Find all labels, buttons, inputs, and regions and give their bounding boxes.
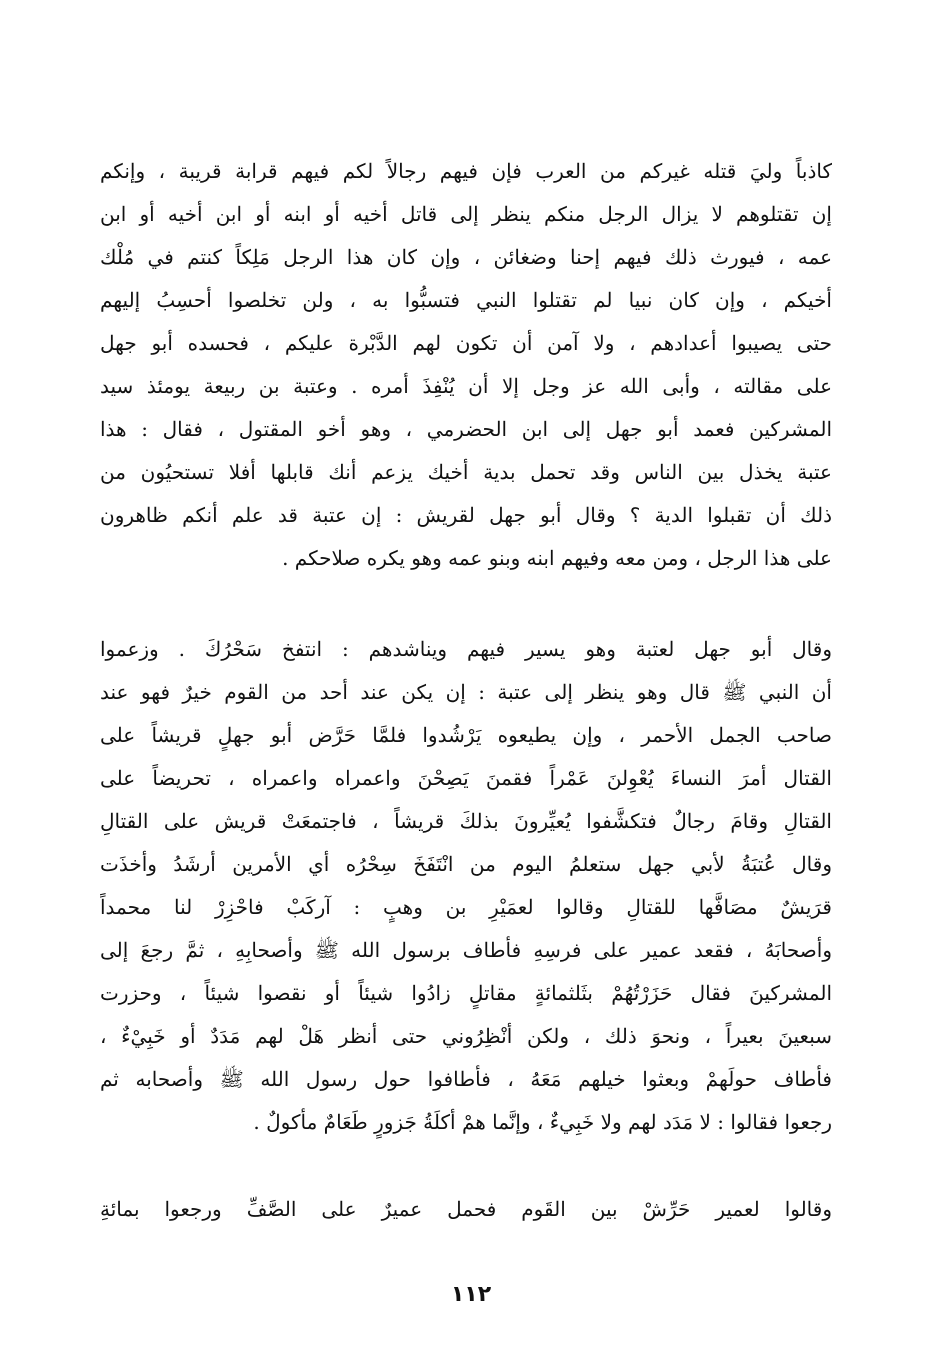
- text-line: أخيكم ، وإن كان نبيا لم تقتلوا النبي فتسبُّوا به ، ولن تخلصوا أحسِبُ إليهم: [100, 288, 832, 312]
- text-line: عمه ، فيورث ذلك فيهم إحنا وضغائن ، وإن كان هذا الرجل مَلِكاً كنتم في مُلْك: [100, 245, 832, 269]
- text-line: ذلك أن تقبلوا الدية ؟ وقال أبو جهل لقريش : إن عتبة قد علم أنكم ظاهرون: [100, 503, 832, 527]
- text-line: وقال أبو جهل لعتبة وهو يسير فيهم ويناشدهم : انتفخ سَحْرُكَ . وزعموا: [100, 637, 832, 661]
- text-line: قرَيشٌ مصَافَّها للقتالِ وقالوا لعمَيْرِ بن وهبٍ : آركَبْ فاحْزِرْ لنا محمداً: [100, 895, 832, 919]
- paragraph-1: [100, 150, 832, 580]
- text-line: على مقالته ، وأبى الله عز وجل إلا أن يُنْفِذَ أمره . وعتبة بن ربيعة يومئذ سيد: [100, 374, 832, 398]
- text-line: على هذا الرجل ، ومن معه وفيهم ابنه وبنو عمه وهو يكره صلاحكم .: [282, 546, 832, 570]
- text-line: حتى يصيبوا أعدادهم ، ولا آمن أن تكون لهم الدَّبْرة عليكم ، فحسده أبو جهل: [100, 331, 832, 355]
- text-line: سبعينَ بعيراً ، ونحوَ ذلك ، ولكن أنْظِرُوني حتى أنظر هَلْ لهم مَدَدٌ أو خَبِيْءٌ ،: [100, 1024, 832, 1048]
- text-line: رجعوا فقالوا : لا مَدَد لهم ولا خَبِيءٌ ، وإنَّما همْ أكلَةُ جَزورٍ طَعَامٌ مأكولٌ .: [253, 1110, 832, 1134]
- text-line: المشركين فعمد أبو جهل إلى ابن الحضرمي ، وهو أخو المقتول ، فقال : هذا: [100, 417, 832, 441]
- text-line: إن تقتلوهم لا يزال الرجل منكم ينظر إلى قاتل أخيه أو ابنه أو ابن أخيه أو ابن: [100, 202, 832, 226]
- text-line: أن النبي ﷺ قال وهو ينظر إلى عتبة : إن يكن عند أحد من القوم خيرٌ فهو عند: [100, 680, 832, 704]
- paragraph-3: [100, 1188, 832, 1231]
- text-line: وقالوا لعمير حَرِّشْ بين القَوم فحمل عميرٌ على الصَّفِّ ورجعوا بمائةِ: [100, 1197, 832, 1221]
- text-line: وقال عُتبَةُ لأبي جهل ستعلمُ اليوم من انْتَفَخَ سِحْرُه أي الأمرين أرشَدُ وأخذَت: [100, 852, 832, 876]
- text-line: القتال أمرَ النساءَ يُعْوِلنَ عَمْراً فقمنَ يَصِحْنَ واعمراه واعمراه ، تحريضاً على: [100, 766, 832, 790]
- page-number: ١١٢: [450, 1282, 492, 1307]
- text-line: صاحب الجمل الأحمر ، وإن يطيعوه يَرْشُدوا فلمَّا حَرَّض أبو جهلٍ قريشاً على: [100, 723, 832, 747]
- text-line: كاذباً وليَ قتله غيركم من العرب فإن فيهم رجالاً لكم فيهم قرابة قريبة ، وإنكم: [100, 159, 832, 183]
- text-line: المشركينَ فقال حَزَرْتُهُمْ بثَلثمائةٍ مقاتلٍ زادُوا شيئاً أو نقصوا شيئاً ، وحزرت: [100, 981, 832, 1005]
- text-line: عتبة يخذل بين الناس وقد تحمل بدية أخيك يزعم أنك قابلها أفلا تستحيُون من: [100, 460, 832, 484]
- paragraph-2: [100, 628, 832, 1144]
- text-line: القتالِ وقامَ رجالٌ فتكشَّفوا يُعيِّرونَ بذلكَ قريشاً ، فاجتمعَتْ قريش على القتالِ: [100, 809, 832, 833]
- text-line: وأصحابَهُ ، فقعد عمير على فرسِهِ فأطاف برسول الله ﷺ وأصحابِهِ ، ثمَّ رجعَ إلى: [100, 938, 832, 962]
- text-line: فأطاف حولَهمْ وبعثوا خيلهم مَعَهُ ، فأطافوا حول رسول الله ﷺ وأصحابه ثم: [100, 1067, 832, 1091]
